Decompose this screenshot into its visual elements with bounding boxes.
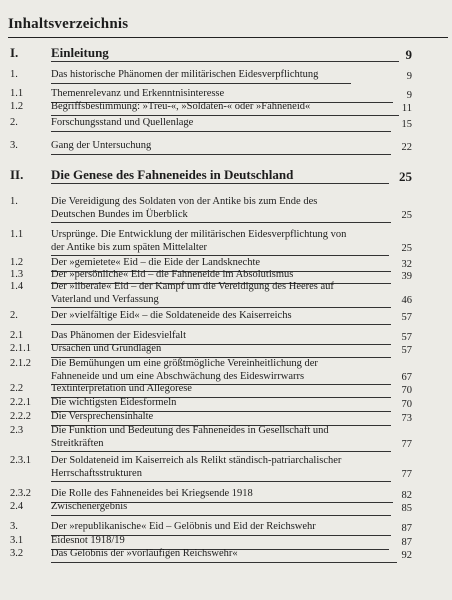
toc-entry-number: 2.1 bbox=[10, 330, 24, 341]
toc-entry-title-line: Der »gemietete« Eid – die Eide der Landsknechte bbox=[51, 257, 261, 268]
toc-entry-number: I. bbox=[10, 45, 19, 60]
toc-entry-title-line: Vaterland und Verfassung bbox=[51, 293, 159, 305]
title-rule bbox=[8, 37, 448, 38]
toc-entry-title-line: Die Versprechensinhalte bbox=[51, 411, 154, 422]
toc-leader-rule bbox=[51, 481, 391, 482]
toc-entry-title-line: Themenrelevanz und Erkenntnisinteresse bbox=[51, 88, 225, 99]
toc-entry-title bbox=[51, 269, 410, 282]
toc-leader-rule bbox=[51, 115, 399, 116]
toc-entry-number: 2.1.1 bbox=[10, 343, 31, 354]
toc-page-number: 57 bbox=[401, 344, 412, 356]
toc-entry-title bbox=[51, 521, 410, 534]
toc-leader-rule bbox=[51, 154, 391, 155]
toc-page-number: 67 bbox=[401, 372, 412, 383]
toc-entry-number: 1. bbox=[10, 196, 18, 207]
toc-page-number: 92 bbox=[401, 549, 412, 561]
toc-leader-rule bbox=[51, 562, 397, 563]
toc-page-number: 46 bbox=[401, 295, 412, 306]
toc-leader-rule bbox=[51, 451, 391, 452]
toc-entry-number: 3. bbox=[10, 140, 18, 151]
toc-entry-title bbox=[51, 101, 410, 114]
toc-entry-title bbox=[51, 358, 410, 383]
toc-page-number: 9 bbox=[406, 70, 412, 82]
toc-page-number: 70 bbox=[401, 398, 412, 410]
toc-entry-title bbox=[51, 310, 410, 323]
toc-entry-title bbox=[51, 196, 410, 221]
toc-entry-title-line: Forschungsstand und Quellenlage bbox=[51, 117, 194, 128]
toc-entry-title bbox=[51, 167, 410, 182]
toc-leader-rule bbox=[51, 255, 389, 256]
toc-entry-number: 2. bbox=[10, 117, 18, 128]
page-title: Inhaltsverzeichnis bbox=[8, 16, 129, 32]
toc-entry-title bbox=[51, 281, 410, 306]
toc-entry-title bbox=[51, 411, 410, 424]
toc-page-number: 77 bbox=[401, 439, 412, 450]
toc-entry-title-line: Der »liberale« Eid – der Kampf um die Vereidigung des Heeres auf bbox=[51, 281, 334, 292]
toc-page-number: 73 bbox=[401, 412, 412, 424]
toc-entry-title bbox=[51, 117, 410, 130]
toc-page-number: 22 bbox=[401, 141, 412, 153]
toc-page-number: 77 bbox=[401, 469, 412, 480]
toc-leader-rule bbox=[51, 83, 351, 84]
toc-entry-number: 3.2 bbox=[10, 548, 24, 559]
toc-entry-number: 2.3.1 bbox=[10, 455, 31, 466]
toc-entry-title-line: Textinterpretation und Allegorese bbox=[51, 383, 192, 394]
toc-page-number: 9 bbox=[405, 47, 412, 62]
toc-entry-number: 1.2 bbox=[10, 101, 24, 112]
toc-entry-title-line: Die Rolle des Fahneneides bei Kriegsende 1918 bbox=[51, 488, 253, 499]
toc-entry-number: 1.1 bbox=[10, 88, 24, 99]
toc-page-number: 9 bbox=[406, 89, 412, 101]
toc-leader-rule bbox=[51, 222, 391, 223]
toc-entry-number: 2.4 bbox=[10, 501, 24, 512]
toc-page-number: 32 bbox=[401, 258, 412, 270]
toc-entry-number: 1.3 bbox=[10, 269, 24, 280]
toc-entry-title bbox=[51, 501, 410, 514]
toc-entry-title bbox=[51, 535, 410, 548]
toc-leader-rule bbox=[51, 61, 399, 62]
toc-page-number: 70 bbox=[401, 384, 412, 396]
toc-entry-title-line: Der Soldateneid im Kaiserreich als Relikt ständisch-patriarchalischer bbox=[51, 455, 342, 466]
toc-entry-title bbox=[51, 425, 410, 450]
toc-entry-number: 1. bbox=[10, 69, 18, 80]
toc-entry-title-line: Die wichtigsten Eidesformeln bbox=[51, 397, 177, 408]
toc-leader-rule bbox=[51, 324, 391, 325]
toc-entry-number: 1.4 bbox=[10, 281, 24, 292]
toc-leader-rule bbox=[51, 515, 391, 516]
toc-entry-title bbox=[51, 140, 410, 153]
toc-entry-title bbox=[51, 455, 410, 480]
toc-entry-title-line: Begriffsbestimmung: »Treu-«, »Soldaten-« oder »Fahneneid« bbox=[51, 101, 311, 112]
toc-entry-title bbox=[51, 330, 410, 343]
toc-entry-number: 3.1 bbox=[10, 535, 24, 546]
toc-entry-title-line: der Antike bis zum späten Mittelalter bbox=[51, 241, 208, 253]
toc-entry-number: 2.3.2 bbox=[10, 488, 31, 499]
toc-leader-rule bbox=[51, 131, 391, 132]
toc-page-number: 25 bbox=[399, 169, 412, 184]
toc-page-number: 25 bbox=[401, 243, 412, 254]
toc-entry-title-line: Zwischenergebnis bbox=[51, 501, 128, 512]
toc-page-number: 39 bbox=[401, 270, 412, 282]
toc-entry-number: 3. bbox=[10, 521, 18, 532]
toc-entry-title-line: Das historische Phänomen der militärischen Eidesverpflichtung bbox=[51, 69, 319, 80]
toc-entry-title bbox=[51, 383, 410, 396]
toc-entry-title-line: Herrschaftsstrukturen bbox=[51, 467, 142, 479]
toc-page-number: 57 bbox=[401, 311, 412, 323]
toc-entry-title-line: Das Phänomen der Eidesvielfalt bbox=[51, 330, 187, 341]
toc-entry-title bbox=[51, 548, 410, 561]
toc-entry-title-line: Der »persönliche« Eid – die Fahneneide im Absolutismus bbox=[51, 269, 294, 280]
toc-leader-rule bbox=[51, 307, 391, 308]
toc-page-number: 11 bbox=[401, 102, 412, 114]
toc-page-number: 57 bbox=[401, 331, 412, 343]
toc-entry-number: 1.2 bbox=[10, 257, 24, 268]
toc-entry-number: II. bbox=[10, 167, 24, 182]
toc-entry-title bbox=[51, 45, 410, 60]
toc-page-number: 85 bbox=[401, 502, 412, 514]
toc-entry-number: 2.2.2 bbox=[10, 411, 31, 422]
toc-entry-title bbox=[51, 343, 410, 356]
toc-entry-title-line: Die Funktion und Bedeutung des Fahneneides in Gesellschaft und bbox=[51, 425, 329, 436]
toc-entry-title-line: Die Genese des Fahneneides in Deutschland bbox=[51, 167, 294, 182]
toc-entry-title bbox=[51, 397, 410, 410]
toc-entry-number: 1.1 bbox=[10, 229, 24, 240]
toc-entry-title-line: Gang der Untersuchung bbox=[51, 140, 152, 151]
toc-entry-title-line: Ursprünge. Die Entwicklung der militärischen Eidesverpflichtung von bbox=[51, 229, 347, 240]
toc-entry-title bbox=[51, 488, 410, 501]
toc-entry-title-line: Der »republikanische« Eid – Gelöbnis und Eid der Reichswehr bbox=[51, 521, 316, 532]
toc-entry-number: 2.2.1 bbox=[10, 397, 31, 408]
toc-entry-title-line: Die Vereidigung des Soldaten von der Antike bis zum Ende des bbox=[51, 196, 318, 207]
toc-leader-rule bbox=[51, 183, 389, 184]
toc-page-number: 87 bbox=[401, 536, 412, 548]
toc-page-number: 82 bbox=[401, 489, 412, 501]
toc-entry-number: 2.3 bbox=[10, 425, 24, 436]
toc-entry-title-line: Fahneneide und um eine Abschwächung des Eideswirrwarrs bbox=[51, 370, 305, 382]
toc-entry-title-line: Einleitung bbox=[51, 45, 109, 60]
toc-entry-number: 2. bbox=[10, 310, 18, 321]
toc-entry-title-line: Eidesnot 1918/19 bbox=[51, 535, 125, 546]
toc-entry-title-line: Der »vielfältige Eid« – die Soldateneide des Kaiserreichs bbox=[51, 310, 292, 321]
toc-entry-title bbox=[51, 69, 410, 82]
toc-page-number: 15 bbox=[401, 118, 412, 130]
toc-entry-number: 2.1.2 bbox=[10, 358, 31, 369]
toc-page-number: 87 bbox=[401, 522, 412, 534]
toc-page-number: 25 bbox=[401, 210, 412, 221]
toc-entry-title-line: Ursachen und Grundlagen bbox=[51, 343, 162, 354]
toc-entry-title-line: Streitkräften bbox=[51, 437, 104, 449]
toc-entry-title bbox=[51, 88, 410, 101]
toc-entry-title bbox=[51, 257, 410, 270]
toc-entry-title-line: Deutschen Bundes im Überblick bbox=[51, 208, 188, 220]
toc-entry-number: 2.2 bbox=[10, 383, 24, 394]
toc-entry-title-line: Die Bemühungen um eine größtmögliche Vereinheitlichung der bbox=[51, 358, 318, 369]
toc-entry-title-line: Das Gelöbnis der »vorläufigen Reichswehr« bbox=[51, 548, 238, 559]
toc-entry-title bbox=[51, 229, 410, 254]
